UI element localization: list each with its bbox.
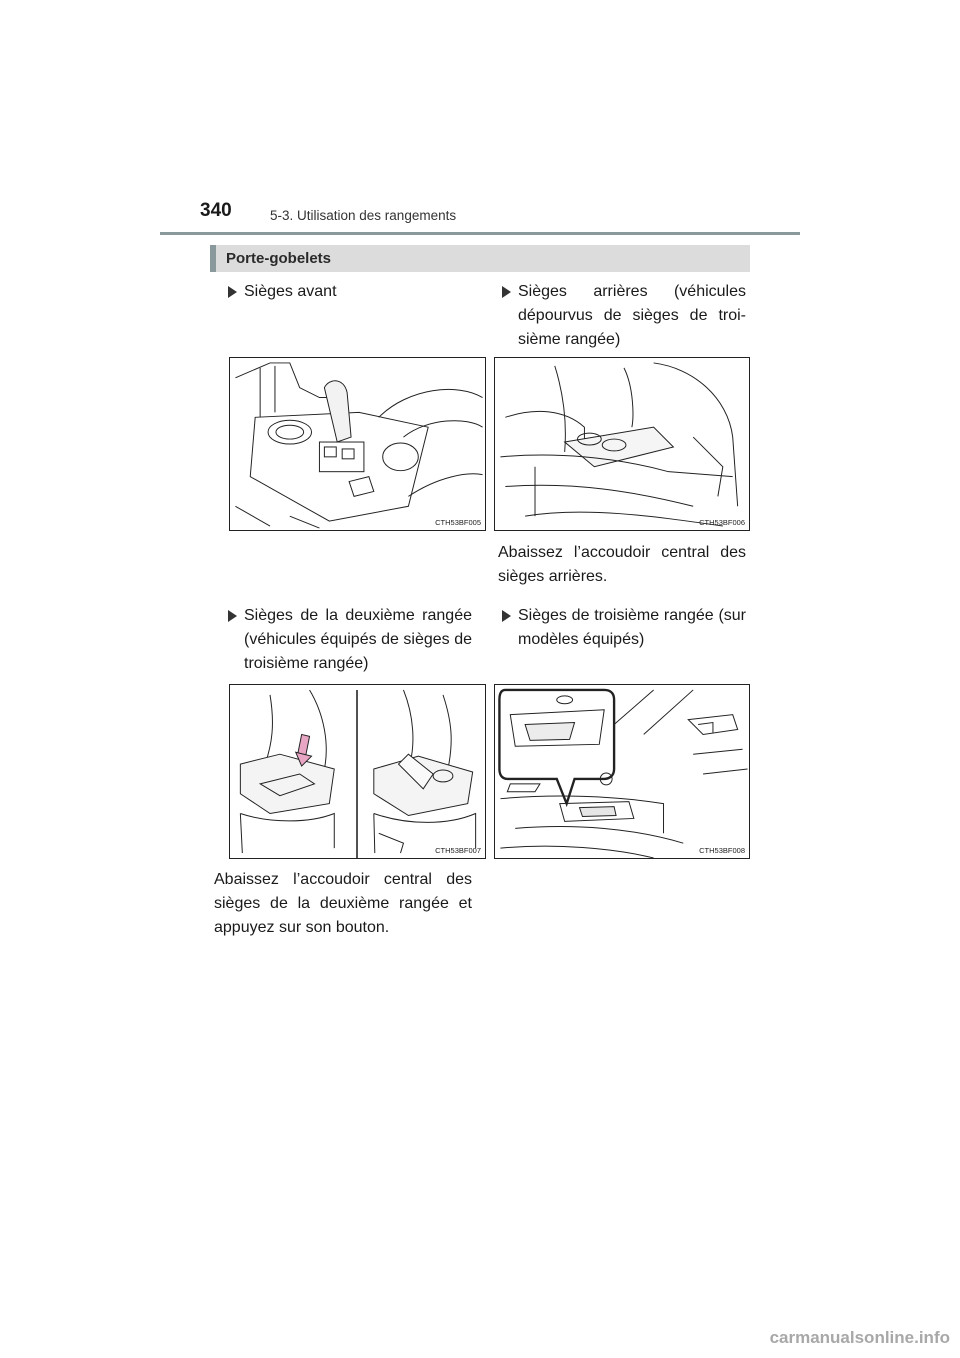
page-number: 340 xyxy=(200,200,232,221)
item-second-row-label xyxy=(214,604,472,676)
item-rear-seats-label xyxy=(488,280,746,352)
figure-code: CTH53BF005 xyxy=(435,518,481,527)
item-label: Sièges de la deuxième rangée (véhicules équipés de sièges de troisième rangée) xyxy=(244,607,472,672)
item-label: Sièges arrières (véhicules dépourvus de sièges de troi-sième rangée) xyxy=(518,283,746,348)
caption-second-row: Abaissez l’accoudoir central des sièges de la deuxième rangée et appuyez sur son bouton. xyxy=(214,871,472,936)
figure-rear-armrest-cup-holders xyxy=(494,357,750,531)
section-heading: Porte-gobelets xyxy=(226,250,332,267)
header-rule xyxy=(160,232,800,235)
figure-third-row-cup-holders xyxy=(494,684,750,859)
bullet-triangle-icon xyxy=(228,610,237,622)
figure-code: CTH53BF007 xyxy=(435,846,481,855)
item-label: Sièges de troisième rangée (sur modèles équipés) xyxy=(518,607,746,648)
figure-code: CTH53BF006 xyxy=(699,518,745,527)
item-label: Sièges avant xyxy=(244,283,337,300)
section-title: 5-3. Utilisation des rangements xyxy=(270,208,457,223)
figure-second-row-cup-holders xyxy=(229,684,486,859)
caption-rear-seats: Abaissez l’accoudoir central des sièges arrières. xyxy=(498,544,746,585)
figure-code: CTH53BF008 xyxy=(699,846,745,855)
figure-front-cup-holders xyxy=(229,357,486,531)
watermark: carmanualsonline.info xyxy=(769,1328,950,1347)
item-third-row-label xyxy=(488,604,746,652)
item-front-seats-label xyxy=(214,280,472,304)
bullet-triangle-icon xyxy=(502,286,511,298)
bullet-triangle-icon xyxy=(228,286,237,298)
bullet-triangle-icon xyxy=(502,610,511,622)
section-heading-bar xyxy=(210,245,750,272)
